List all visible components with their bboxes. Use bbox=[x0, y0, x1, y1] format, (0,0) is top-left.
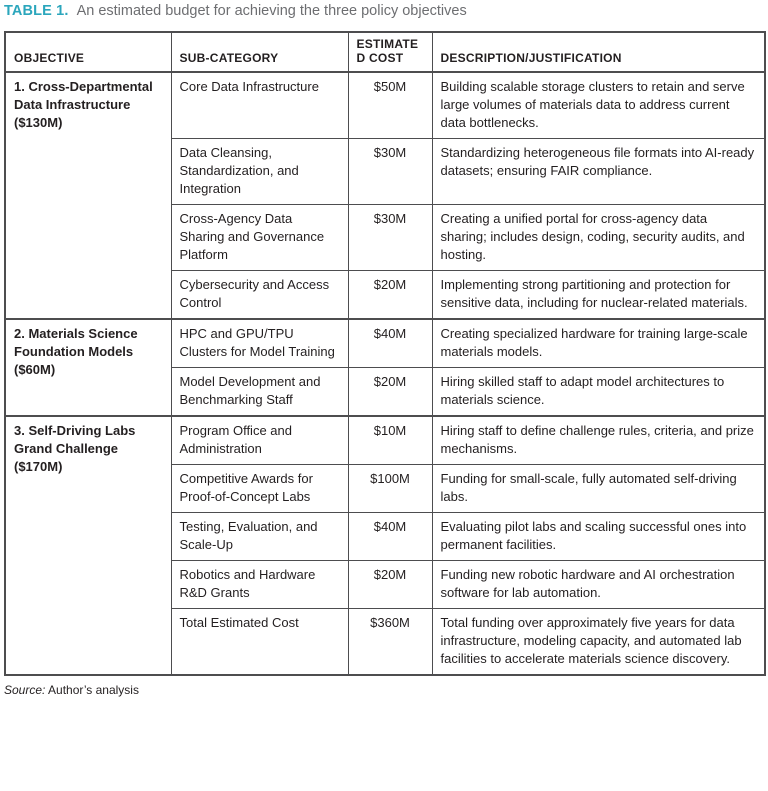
header-subcategory: SUB-CATEGORY bbox=[171, 32, 348, 72]
table-row bbox=[5, 416, 765, 465]
subcategory-cell: Core Data Infrastructure bbox=[171, 72, 348, 139]
header-row bbox=[5, 32, 765, 72]
subcategory-cell: Cross-Agency Data Sharing and Governance Platform bbox=[171, 205, 348, 271]
cost-cell: $100M bbox=[348, 465, 432, 513]
source-note bbox=[4, 683, 764, 697]
description-cell: Funding for small-scale, fully automated self-driving labs. bbox=[432, 465, 765, 513]
subcategory-cell: Robotics and Hardware R&D Grants bbox=[171, 561, 348, 609]
description-cell: Creating a unified portal for cross-agency data sharing; includes design, coding, security audits, and hosting. bbox=[432, 205, 765, 271]
description-cell: Implementing strong partitioning and protection for sensitive data, including for nuclear-related materials. bbox=[432, 271, 765, 320]
description-cell: Total funding over approximately five years for data infrastructure, modeling capacity, and automated lab facilities to accelerate materials science discovery. bbox=[432, 609, 765, 676]
subcategory-cell: HPC and GPU/TPU Clusters for Model Training bbox=[171, 319, 348, 368]
subcategory-cell: Data Cleansing, Standardization, and Integration bbox=[171, 139, 348, 205]
budget-table bbox=[4, 31, 766, 676]
subcategory-cell: Competitive Awards for Proof-of-Concept Labs bbox=[171, 465, 348, 513]
cost-cell: $20M bbox=[348, 368, 432, 417]
description-cell: Building scalable storage clusters to retain and serve large volumes of materials data to address current data bottlenecks. bbox=[432, 72, 765, 139]
header-objective: OBJECTIVE bbox=[5, 32, 171, 72]
header-estimated-cost: ESTIMATED COST bbox=[348, 32, 432, 72]
objective-cell: 2. Materials Science Foundation Models ($60M) bbox=[5, 319, 171, 416]
description-cell: Funding new robotic hardware and AI orchestration software for lab automation. bbox=[432, 561, 765, 609]
subcategory-cell: Testing, Evaluation, and Scale-Up bbox=[171, 513, 348, 561]
source-label: Source: bbox=[4, 683, 46, 697]
cost-cell: $30M bbox=[348, 205, 432, 271]
objective-cell: 3. Self-Driving Labs Grand Challenge ($170M) bbox=[5, 416, 171, 675]
table-title-label: TABLE 1. bbox=[4, 3, 69, 19]
cost-cell: $50M bbox=[348, 72, 432, 139]
objective-cell: 1. Cross-Departmental Data Infrastructure ($130M) bbox=[5, 72, 171, 319]
subcategory-cell: Total Estimated Cost bbox=[171, 609, 348, 676]
header-description-justification: DESCRIPTION/JUSTIFICATION bbox=[432, 32, 765, 72]
subcategory-cell: Model Development and Benchmarking Staff bbox=[171, 368, 348, 417]
description-cell: Standardizing heterogeneous file formats into AI-ready datasets; ensuring FAIR compliance. bbox=[432, 139, 765, 205]
description-cell: Creating specialized hardware for training large-scale materials models. bbox=[432, 319, 765, 368]
cost-cell: $10M bbox=[348, 416, 432, 465]
cost-cell: $20M bbox=[348, 271, 432, 320]
cost-cell: $20M bbox=[348, 561, 432, 609]
subcategory-cell: Program Office and Administration bbox=[171, 416, 348, 465]
table-row bbox=[5, 319, 765, 368]
table-title bbox=[4, 2, 764, 20]
cost-cell: $40M bbox=[348, 319, 432, 368]
cost-cell: $30M bbox=[348, 139, 432, 205]
description-cell: Hiring staff to define challenge rules, criteria, and prize mechanisms. bbox=[432, 416, 765, 465]
table-title-text: An estimated budget for achieving the three policy objectives bbox=[76, 3, 467, 19]
cost-cell: $360M bbox=[348, 609, 432, 676]
description-cell: Evaluating pilot labs and scaling successful ones into permanent facilities. bbox=[432, 513, 765, 561]
table-row bbox=[5, 72, 765, 139]
source-text: Author’s analysis bbox=[48, 683, 139, 697]
description-cell: Hiring skilled staff to adapt model architectures to materials science. bbox=[432, 368, 765, 417]
subcategory-cell: Cybersecurity and Access Control bbox=[171, 271, 348, 320]
cost-cell: $40M bbox=[348, 513, 432, 561]
